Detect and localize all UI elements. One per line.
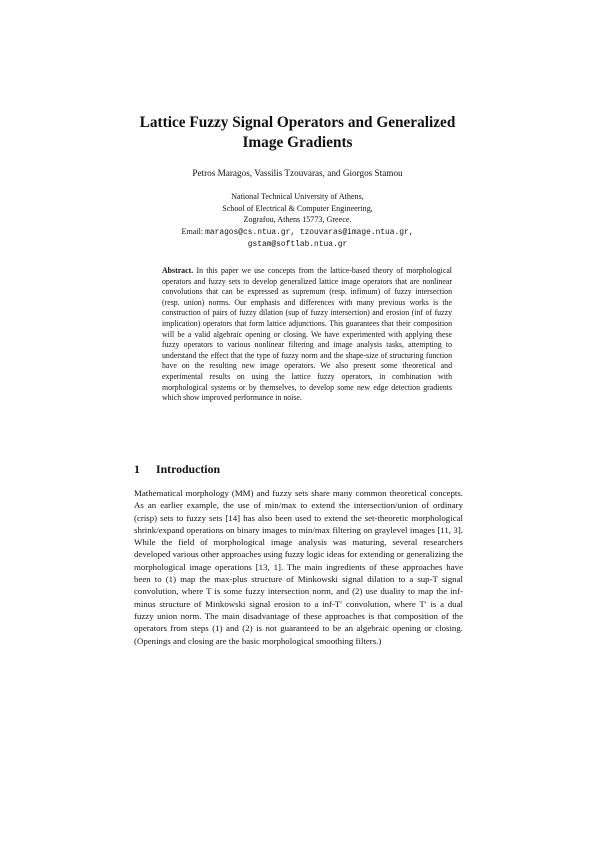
section-number: 1 xyxy=(134,462,140,476)
email-addresses-2: gstam@softlab.ntua.gr xyxy=(247,239,348,249)
title-line-2: Image Gradients xyxy=(242,134,353,151)
email-label: Email: xyxy=(181,227,204,237)
abstract-text: In this paper we use concepts from the lattice-based theory of morphological operators and fuzzy sets to develop generalized lattice image operators that are nonlinear convolutions that can be expressed as supremum (resp. infimum) of fuzzy intersection (resp. union) norms. Our emphasis and differences with many previous works is the construction of pairs of fuzzy dilation (sup of fuzzy intersection) and erosion (inf of fuzzy implication) operators that form lattice adjunctions. This guarantees that their composition will be a valid algebraic opening or closing. We have experimented with applying these fuzzy operators to various nonlinear filtering and image analysis tasks, attempting to understand the effect that the type of fuzzy norm and the shape-size of structuring function have on the resulting new image operators. We also present some theoretical and experimental results on using the lattice fuzzy operators, in combination with morphological systems or by themselves, to develop some new edge detection gradients which show improved performance in noise. xyxy=(162,266,452,403)
affiliation-block xyxy=(0,191,595,251)
affiliation-line-2: School of Electrical & Computer Engineering, xyxy=(222,203,373,213)
author-list: Petros Maragos, Vassilis Tzouvaras, and Giorgos Stamou xyxy=(192,168,403,178)
title-line-1: Lattice Fuzzy Signal Operators and Generalized xyxy=(139,114,456,131)
email-line-1 xyxy=(0,226,595,239)
abstract-label: Abstract. xyxy=(162,266,194,275)
section-heading xyxy=(134,462,220,476)
section-title: Introduction xyxy=(156,462,221,476)
email-addresses-1: maragos@cs.ntua.gr, tzouvaras@image.ntua.gr, xyxy=(205,228,414,238)
affiliation-line-1: National Technical University of Athens, xyxy=(231,192,364,201)
affiliation-line-3: Zografou, Athens 15773, Greece. xyxy=(243,215,352,225)
introduction-paragraph: Mathematical morphology (MM) and fuzzy sets share many common theoretical concepts. As an earlier example, the use of min/max to extend the intersection/union of ordinary (crisp) sets to fuzzy sets [14] has also been used to extend the set-theoretic morphological shrink/expand operations on binary images to min/max filtering on graylevel images [11, 3]. While the field of morphological image analysis was maturing, several researchers developed various other approaches using fuzzy logic ideas for extending or generalizing the morphological image operations [13, 1]. The main ingredients of these approaches have been to (1) map the max-plus structure of Minkowski signal dilation to a sup-T signal convolution, where T is some fuzzy intersection norm, and (2) use duality to map the inf-minus structure of Minkowski signal erosion to a inf-T′ convolution, where T′ is a dual fuzzy union norm. The main disadvantage of these approaches is that composition of the operators from steps (1) and (2) is not guaranteed to be an algebraic opening or closing. (Openings and closing are the basic morphological smoothing filters.) xyxy=(134,488,463,646)
paper-title xyxy=(0,113,595,153)
abstract xyxy=(162,266,452,404)
